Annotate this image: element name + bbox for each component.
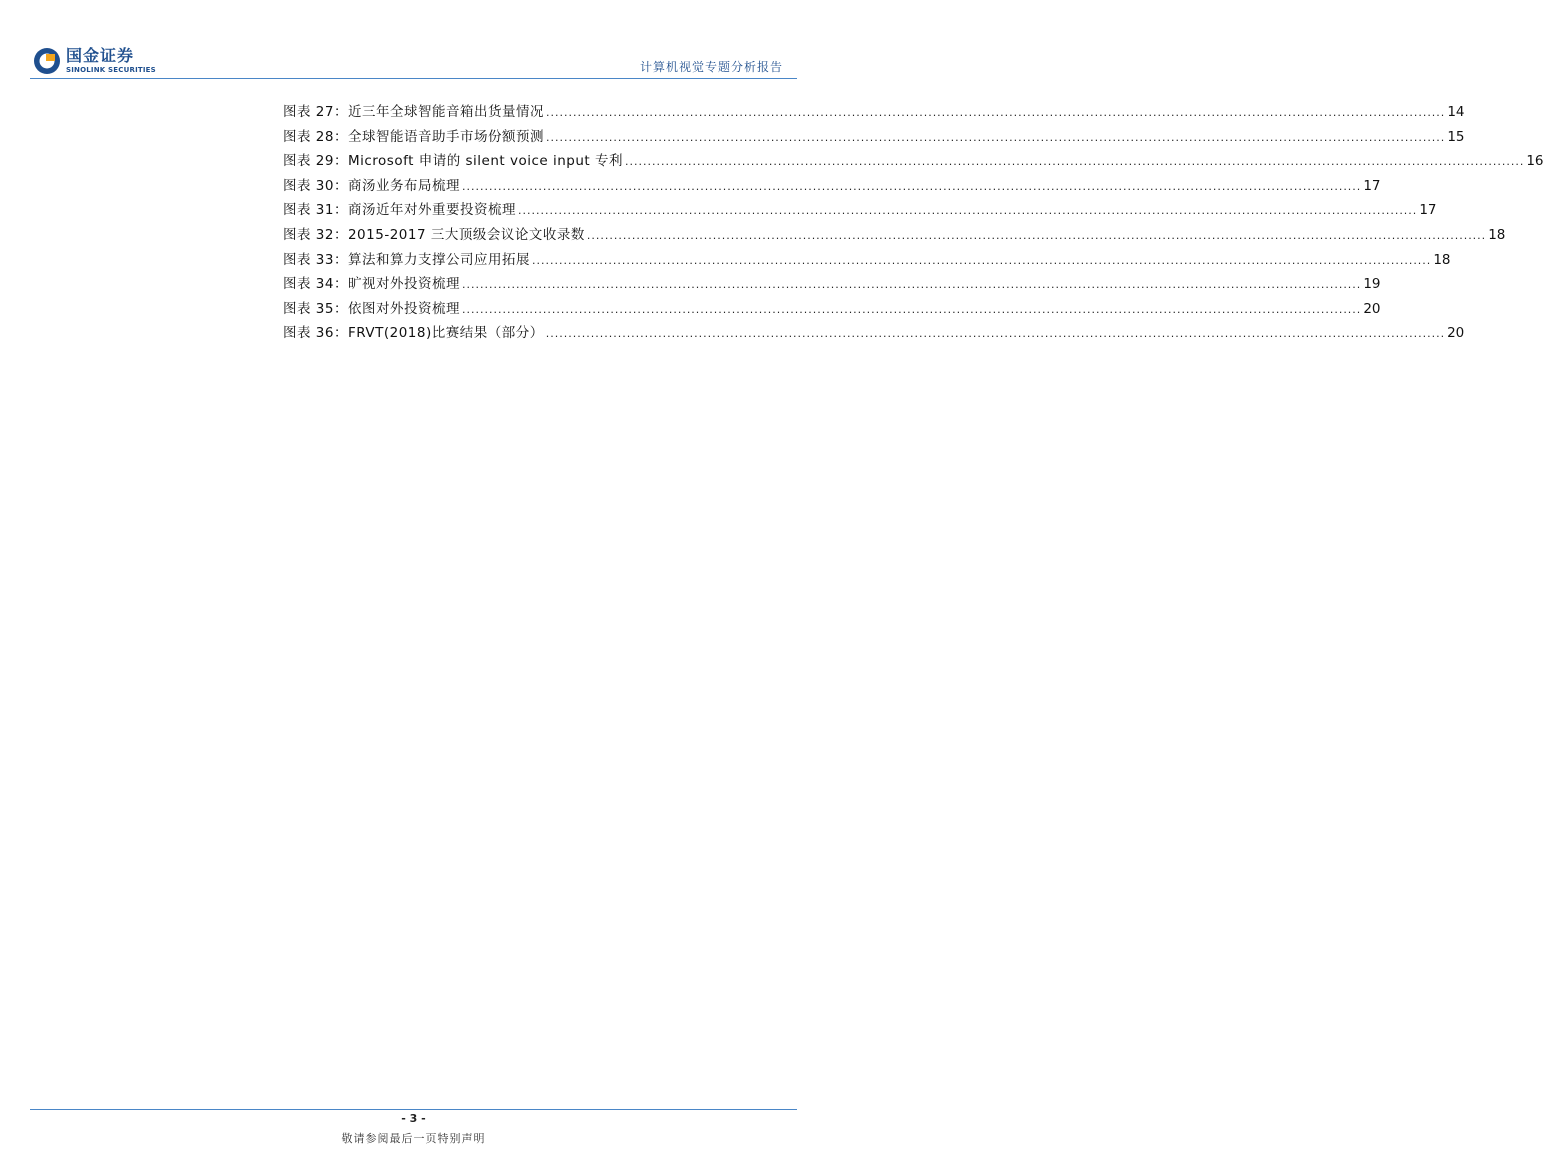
toc-entry[interactable] bbox=[283, 248, 1451, 273]
toc-leader-dots: ........................................................................................................................................................................................................ bbox=[531, 253, 1432, 267]
toc-entry[interactable] bbox=[283, 297, 1381, 322]
toc-leader-dots: ........................................................................................................................................................................................................ bbox=[461, 179, 1362, 193]
toc-leader-dots: ........................................................................................................................................................................................................ bbox=[545, 130, 1446, 144]
toc-entry[interactable] bbox=[283, 321, 1465, 346]
toc-entry[interactable] bbox=[283, 223, 1506, 248]
toc-entry[interactable] bbox=[283, 100, 1465, 125]
toc-entry-page: 18 bbox=[1488, 226, 1506, 243]
toc-entry-label: 图表 31：商汤近年对外重要投资梳理 bbox=[283, 202, 516, 219]
toc-leader-dots: ........................................................................................................................................................................................................ bbox=[461, 278, 1362, 292]
toc-entry-label: 图表 32：2015-2017 三大顶级会议论文收录数 bbox=[283, 226, 585, 243]
company-logo bbox=[32, 46, 156, 76]
toc-entry-page: 14 bbox=[1447, 104, 1465, 120]
toc-entry[interactable] bbox=[283, 198, 1437, 223]
toc-entry-page: 19 bbox=[1363, 276, 1381, 293]
disclaimer-text: 敬请参阅最后一页特别声明 bbox=[341, 1132, 486, 1145]
toc-entry-label: 图表 34：旷视对外投资梳理 bbox=[283, 276, 460, 293]
toc-entry[interactable] bbox=[283, 272, 1381, 297]
toc-entry[interactable] bbox=[283, 174, 1381, 199]
toc-entry-page: 17 bbox=[1363, 177, 1381, 194]
figure-index-list bbox=[283, 100, 1544, 346]
toc-entry-label: 图表 29：Microsoft 申请的 silent voice input 专利 bbox=[283, 153, 624, 170]
toc-entry[interactable] bbox=[283, 149, 1544, 174]
logo-mark-icon bbox=[32, 46, 62, 76]
toc-entry-label: 图表 33：算法和算力支撑公司应用拓展 bbox=[283, 251, 530, 268]
footer-divider bbox=[30, 1109, 797, 1110]
toc-entry[interactable] bbox=[283, 125, 1465, 150]
toc-leader-dots: ........................................................................................................................................................................................................ bbox=[586, 228, 1487, 242]
toc-entry-page: 16 bbox=[1526, 153, 1544, 170]
page-header bbox=[0, 0, 827, 80]
toc-entry-page: 15 bbox=[1447, 128, 1465, 145]
toc-leader-dots: ........................................................................................................................................................................................................ bbox=[625, 155, 1525, 169]
toc-leader-dots: ........................................................................................................................................................................................................ bbox=[461, 302, 1362, 316]
report-title: 计算机视觉专题分析报告 bbox=[639, 60, 783, 74]
toc-leader-dots: ........................................................................................................................................................................................................ bbox=[545, 327, 1446, 341]
logo-chinese-name: 国金证券 bbox=[66, 46, 135, 65]
toc-entry-label: 图表 35：依图对外投资梳理 bbox=[283, 300, 460, 317]
toc-entry-label: 图表 27：近三年全球智能音箱出货量情况 bbox=[283, 104, 544, 120]
toc-leader-dots: ........................................................................................................................................................................................................ bbox=[545, 106, 1446, 119]
toc-leader-dots: ........................................................................................................................................................................................................ bbox=[517, 204, 1418, 218]
header-divider bbox=[30, 78, 797, 79]
toc-entry-page: 20 bbox=[1363, 300, 1381, 317]
toc-entry-page: 20 bbox=[1447, 325, 1465, 342]
toc-entry-label: 图表 30：商汤业务布局梳理 bbox=[283, 177, 460, 194]
toc-entry-page: 17 bbox=[1419, 202, 1437, 219]
logo-english-name: SINOLINK SECURITIES bbox=[66, 66, 156, 74]
toc-entry-label: 图表 28：全球智能语音助手市场份额预测 bbox=[283, 128, 544, 145]
page-number: - 3 - bbox=[401, 1112, 426, 1125]
toc-entry-page: 18 bbox=[1433, 251, 1451, 268]
toc-entry-label: 图表 36：FRVT(2018)比赛结果（部分） bbox=[283, 325, 544, 342]
